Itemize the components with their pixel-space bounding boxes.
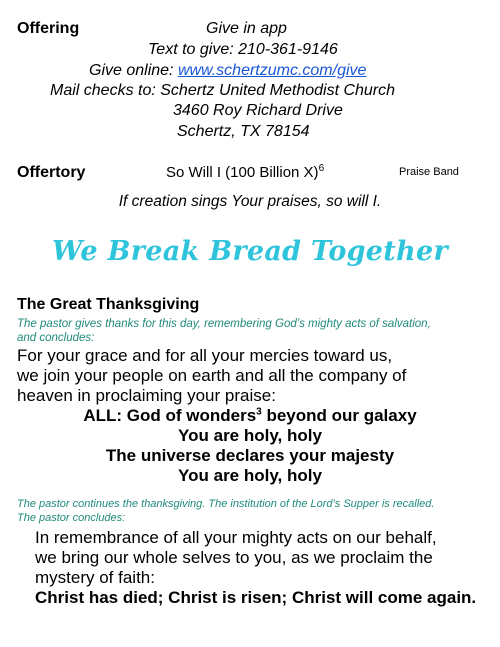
text-to-give: Text to give: 210-361-9146 [148, 41, 338, 58]
offertory-performer: Praise Band [399, 166, 459, 178]
all-response-line-4: You are holy, holy [178, 466, 322, 485]
give-in-app-text: Give in app [206, 20, 287, 37]
pastor-1-line-1: For your grace and for all your mercies toward us, [17, 346, 393, 365]
address-line-1: 3460 Roy Richard Drive [173, 102, 343, 119]
offertory-song-title: So Will I (100 Billion X) [166, 164, 319, 181]
rubric-1-line-2: and concludes: [17, 332, 95, 344]
all-response-footnote: 3 [256, 406, 262, 418]
address-line-2: Schertz, TX 78154 [177, 123, 310, 140]
mystery-of-faith-response: Christ has died; Christ is risen; Christ will come again. [35, 588, 477, 607]
offering-label: Offering [17, 20, 80, 37]
all-response-line-1-prefix: ALL: God of wonders [83, 406, 257, 425]
section-heading: We Break Bread Together [52, 236, 448, 267]
offertory-song [166, 164, 324, 181]
pastor-2-line-1: In remembrance of all your mighty acts on our behalf, [35, 528, 437, 547]
give-online-link[interactable]: www.schertzumc.com/give [177, 62, 367, 79]
rubric-1-line-1: The pastor gives thanks for this day, remembering God’s mighty acts of salvation, [17, 318, 431, 330]
great-thanksgiving-title: The Great Thanksgiving [17, 296, 200, 313]
all-response-line-2: You are holy, holy [178, 426, 322, 445]
rubric-2-line-2: The pastor concludes: [17, 512, 126, 524]
all-response-line-3: The universe declares your majesty [105, 446, 395, 465]
offertory-label: Offertory [17, 164, 86, 181]
pastor-1-line-3: heaven in proclaiming your praise: [17, 386, 276, 405]
mail-checks-text: Mail checks to: Schertz United Methodist Church [50, 82, 396, 99]
offertory-lyric: If creation sings Your praises, so will I. [118, 193, 382, 210]
pastor-2-line-2: we bring our whole selves to you, as we proclaim the [35, 548, 433, 567]
give-online-prefix: Give online: [89, 62, 178, 79]
all-response-line-1 [0, 406, 500, 426]
offertory-song-footnote: 6 [318, 163, 325, 174]
pastor-1-line-2: we join your people on earth and all the company of [17, 366, 407, 385]
rubric-2-line-1: The pastor continues the thanksgiving. The institution of the Lord’s Supper is recalled. [17, 498, 435, 510]
give-online-line [89, 62, 366, 80]
all-response-line-1-suffix: beyond our galaxy [261, 406, 417, 425]
pastor-2-line-3: mystery of faith: [35, 568, 155, 587]
